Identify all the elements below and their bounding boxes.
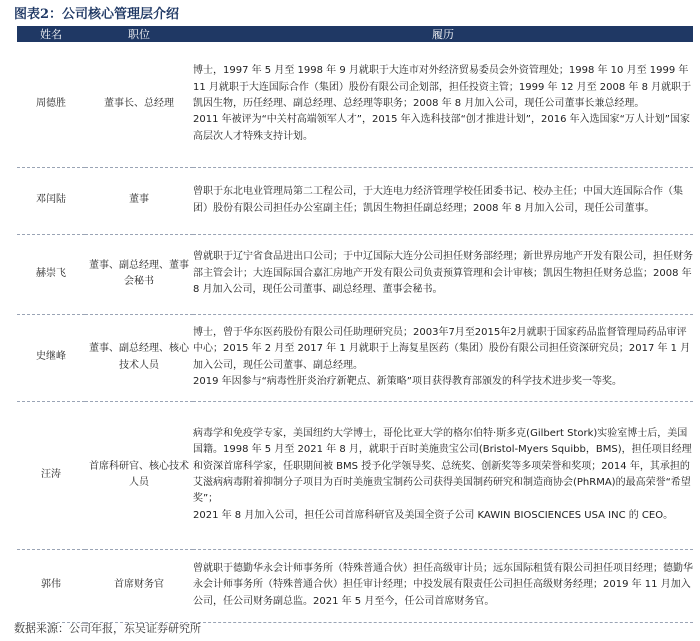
table-header-row xyxy=(17,26,693,42)
person-bio xyxy=(193,549,693,622)
person-name: 史继峰 xyxy=(17,314,85,401)
person-name: 郭伟 xyxy=(17,549,85,622)
table-row xyxy=(17,314,693,401)
table-row xyxy=(17,42,693,167)
person-name: 邓闰陆 xyxy=(17,167,85,234)
person-position: 董事、副总经理、董事会秘书 xyxy=(85,234,193,314)
person-position: 首席财务官 xyxy=(85,549,193,622)
table-row xyxy=(17,167,693,234)
person-bio xyxy=(193,167,693,234)
bio-paragraph: 曾就职于辽宁省食品进出口公司；于中辽国际大连分公司担任财务部经理；新世界房地产开发有限公司，担任财务部主管会计；大连国际国合嘉汇房地产开发有限公司负责预算管理和会计审核；凯因生物担任财务总监；2008 年 8 月加入公司，现任公司董事、副总经理、董事会秘书。 xyxy=(193,251,693,296)
bio-paragraph: 病毒学和免疫学专家，美国纽约大学博士，哥伦比亚大学的格尔伯特·斯多克(Gilbert Stork)实验室博士后，美国国籍。1998 年 5 月至 2021 年 8 月，就职于百时美施贵宝公司(Bristol-Myers Squibb，BMS)，担任项目经理和资深首席科学家，任职期间被 BMS 授予化学领导奖、总统奖、创新奖等多项荣誉和奖项；2014 年，其承担的艾滋病病毒附着抑制分子项目为百时美施贵宝制药公司获得美国制药研究和制造商协会(PhRMA)的最高荣誉“希望奖”； xyxy=(193,427,692,505)
bio-paragraph: 曾就职于德勤华永会计师事务所（特殊普通合伙）担任高级审计员；远东国际租赁有限公司担任项目经理；德勤华永会计师事务所（特殊普通合伙）担任审计经理；中投发展有限责任公司担任高级财务经理；2019 年 11 月加入公司，任公司财务副总监。2021 年 5 月至今，任公司首席财务官。 xyxy=(193,562,693,607)
person-position: 董事、副总经理、核心技术人员 xyxy=(85,314,193,401)
person-name: 周德胜 xyxy=(17,42,85,167)
table-row xyxy=(17,234,693,314)
source-note: 数据来源：公司年报，东吴证券研究所 xyxy=(14,622,201,635)
person-name: 汪涛 xyxy=(17,401,85,549)
header-position: 职位 xyxy=(85,26,193,42)
person-position: 首席科研官、核心技术人员 xyxy=(85,401,193,549)
person-position: 董事 xyxy=(85,167,193,234)
bio-paragraph: 博士，1997 年 5 月至 1998 年 9 月就职于大连市对外经济贸易委员会外资管理处；1998 年 10 月至 1999 年 11 月就职于大连国际合作（集团）股份有限公司企划部，担任投资主管；1999 年 12 月至 2008 年 8 月就职于凯因生物，历任经理、副总经理、总经理等职务；2008 年 8 月加入公司，现任公司董事长兼总经理。 xyxy=(193,65,692,110)
person-bio xyxy=(193,42,693,167)
person-position: 董事长、总经理 xyxy=(85,42,193,167)
bio-paragraph: 博士，曾于华东医药股份有限公司任助理研究员；2003年7月至2015年2月就职于国家药品监督管理局药品审评中心；2015 年 2 月至 2017 年 1 月就职于上海复星医药（集团）股份有限公司担任资深研究员；2017 年 1 月加入公司，现任公司董事、副总经理。 xyxy=(193,326,691,371)
table-row xyxy=(17,549,693,622)
bio-paragraph: 曾职于东北电业管理局第二工程公司，于大连电力经济管理学校任团委书记、校办主任；中国大连国际合作（集团）股份有限公司担任办公室副主任；凯因生物担任副总经理；2008 年 8 月加入公司，现任公司董事。 xyxy=(193,186,683,214)
person-name: 赫崇飞 xyxy=(17,234,85,314)
table-row xyxy=(17,401,693,549)
bio-paragraph: 2021 年 8 月加入公司，担任公司首席科研官及美国全资子公司 KAWIN BIOSCIENCES USA INC 的 CEO。 xyxy=(193,509,674,521)
person-bio xyxy=(193,234,693,314)
management-table xyxy=(17,26,693,623)
person-bio xyxy=(193,314,693,401)
header-name: 姓名 xyxy=(17,26,85,42)
bio-paragraph: 2011 年被评为“中关村高端领军人才”，2015 年入选科技部“创才推进计划”，2016 年入选国家“万人计划”国家高层次人才特殊支持计划。 xyxy=(193,114,690,142)
person-bio xyxy=(193,401,693,549)
figure-title: 图表2：公司核心管理层介绍 xyxy=(14,7,180,22)
bio-paragraph: 2019 年因参与“病毒性肝炎治疗新靶点、新策略”项目获得教育部颁发的科学技术进步奖一等奖。 xyxy=(193,375,622,387)
header-bio: 履历 xyxy=(193,26,693,42)
